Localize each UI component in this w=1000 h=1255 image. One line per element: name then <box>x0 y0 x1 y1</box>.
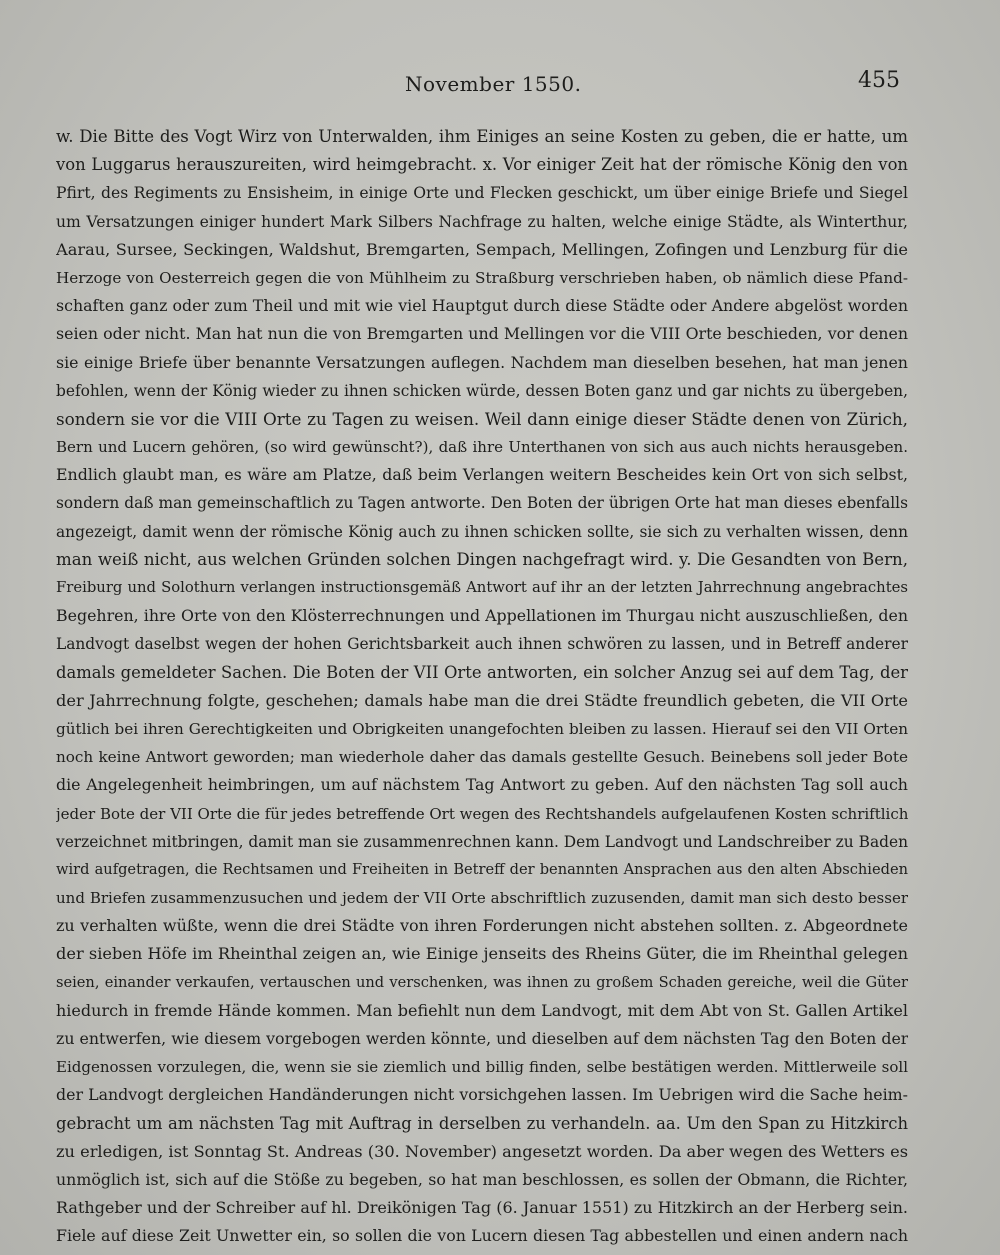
text-line: und Briefen zusammenzusuchen und jedem der VII Orte abschriftlich zuzusenden, damit man sich desto besser <box>56 889 908 908</box>
text-line: Bern und Lucern gehören, (so wird gewünscht?), daß ihre Unterthanen von sich aus auch nichts herausgeben. <box>56 438 908 457</box>
text-line: zu entwerfen, wie diesem vorgebogen werden könnte, und dieselben auf dem nächsten Tag den Boten der <box>56 1029 908 1048</box>
text-line: verzeichnet mitbringen, damit man sie zusammenrechnen kann. Dem Landvogt und Landschreiber zu Baden <box>56 832 908 851</box>
text-line: Eidgenossen vorzulegen, die, wenn sie sie ziemlich und billig finden, selbe bestätigen werden. Mittlerweile soll <box>56 1058 908 1077</box>
text-line: seien, einander verkaufen, vertauschen und verschenken, was ihnen zu großem Schaden gereiche, weil die Güter <box>56 973 908 991</box>
text-line: Pfirt, des Regiments zu Ensisheim, in einige Orte und Flecken geschickt, um über einige Briefe und Siegel <box>56 184 908 203</box>
text-line: die Angelegenheit heimbringen, um auf nächstem Tag Antwort zu geben. Auf den nächsten Tag soll auch <box>56 775 908 795</box>
text-line: befohlen, wenn der König wieder zu ihnen schicken würde, dessen Boten ganz und gar nichts zu übergeben, <box>56 381 908 400</box>
page-header <box>0 68 1000 106</box>
text-line: seien oder nicht. Man hat nun die von Bremgarten und Mellingen vor die VIII Orte beschieden, vor denen <box>56 324 908 344</box>
text-line: Rathgeber und der Schreiber auf hl. Dreikönigen Tag (6. Januar 1551) zu Hitzkirch an der Herberg sein. <box>56 1198 908 1218</box>
text-line: der sieben Höfe im Rheinthal zeigen an, wie Einige jenseits des Rheins Güter, die im Rheinthal gelegen <box>56 944 908 964</box>
text-line: Herzoge von Oesterreich gegen die von Mühlheim zu Straßburg verschrieben haben, ob nämlich diese Pfand- <box>56 268 908 287</box>
text-line: jeder Bote der VII Orte die für jedes betreffende Ort wegen des Rechtshandels aufgelaufenen Kosten schriftlich <box>56 804 908 823</box>
text-line: Landvogt daselbst wegen der hohen Gerichtsbarkeit auch ihnen schwören zu lassen, und in Betreff anderer <box>56 635 908 654</box>
text-line: zu verhalten wüßte, wenn die drei Städte von ihren Forderungen nicht abstehen sollten. z. Abgeordnete <box>56 916 908 936</box>
text-line: noch keine Antwort geworden; man wiederhole daher das damals gestellte Gesuch. Beinebens soll jeder Bote <box>56 748 908 767</box>
text-line: hiedurch in fremde Hände kommen. Man befiehlt nun dem Landvogt, mit dem Abt von St. Gallen Artikel <box>56 1000 908 1020</box>
text-line: Freiburg und Solothurn verlangen instructionsgemäß Antwort auf ihr an der letzten Jahrrechnung angebrachtes <box>56 579 908 596</box>
text-line: angezeigt, damit wenn der römische König auch zu ihnen schicken sollte, sie sich zu verhalten wissen, denn <box>56 522 908 541</box>
text-line: Fiele auf diese Zeit Unwetter ein, so sollen die von Lucern diesen Tag abbestellen und einen andern nach <box>56 1226 908 1246</box>
text-line: sie einige Briefe über benannte Versatzungen auflegen. Nachdem man dieselben besehen, hat man jenen <box>56 352 908 372</box>
text-line: Endlich glaubt man, es wäre am Platze, daß beim Verlangen weitern Bescheides kein Ort von sich selbst, <box>56 465 908 485</box>
text-line: sondern sie vor die VIII Orte zu Tagen zu weisen. Weil dann einige dieser Städte denen von Zürich, <box>56 408 908 429</box>
text-line: gebracht um am nächsten Tag mit Auftrag in derselben zu verhandeln. aa. Um den Span zu Hitzkirch <box>56 1113 908 1133</box>
text-line: um Versatzungen einiger hundert Mark Silbers Nachfrage zu halten, welche einige Städte, als Winterthur, <box>56 212 908 231</box>
text-line: gütlich bei ihren Gerechtigkeiten und Obrigkeiten unangefochten bleiben zu lassen. Hierauf sei den VII Orten <box>56 719 908 738</box>
text-line: sondern daß man gemeinschaftlich zu Tagen antworte. Den Boten der übrigen Orte hat man dieses ebenfalls <box>56 494 908 513</box>
text-line: zu erledigen, ist Sonntag St. Andreas (30. November) angesetzt worden. Da aber wegen des Wetters es <box>56 1141 908 1161</box>
body-text <box>56 123 908 1251</box>
text-line: schaften ganz oder zum Theil und mit wie viel Hauptgut durch diese Städte oder Andere abgelöst worden <box>56 296 908 316</box>
text-line: unmöglich ist, sich auf die Stöße zu begeben, so hat man beschlossen, es sollen der Obmann, die Richter, <box>56 1169 908 1189</box>
text-line: wird aufgetragen, die Rechtsamen und Freiheiten in Betreff der benannten Ansprachen aus den alten Abschieden <box>56 860 908 878</box>
page-number: 455 <box>858 68 900 93</box>
text-line: der Landvogt dergleichen Handänderungen nicht vorsichgehen lassen. Im Uebrigen wird die Sache heim- <box>56 1085 908 1105</box>
text-line: von Luggarus herauszureiten, wird heimgebracht. x. Vor einiger Zeit hat der römische König den von <box>56 155 908 175</box>
text-line: damals gemeldeter Sachen. Die Boten der VII Orte antworten, ein solcher Anzug sei auf dem Tag, der <box>56 662 908 682</box>
text-line: Begehren, ihre Orte von den Klösterrechnungen und Appellationen im Thurgau nicht auszuschließen, den <box>56 606 908 626</box>
text-line: der Jahrrechnung folgte, geschehen; damals habe man die drei Städte freundlich gebeten, die VII Orte <box>56 690 908 710</box>
text-line: w. Die Bitte des Vogt Wirz von Unterwalden, ihm Einiges an seine Kosten zu geben, die er hatte, um <box>56 127 908 146</box>
text-line: Aarau, Sursee, Seckingen, Waldshut, Bremgarten, Sempach, Mellingen, Zofingen und Lenzburg für die <box>56 239 908 259</box>
running-head: November 1550. <box>405 72 582 96</box>
text-line: man weiß nicht, aus welchen Gründen solchen Dingen nachgefragt wird. y. Die Gesandten von Bern, <box>56 549 908 569</box>
